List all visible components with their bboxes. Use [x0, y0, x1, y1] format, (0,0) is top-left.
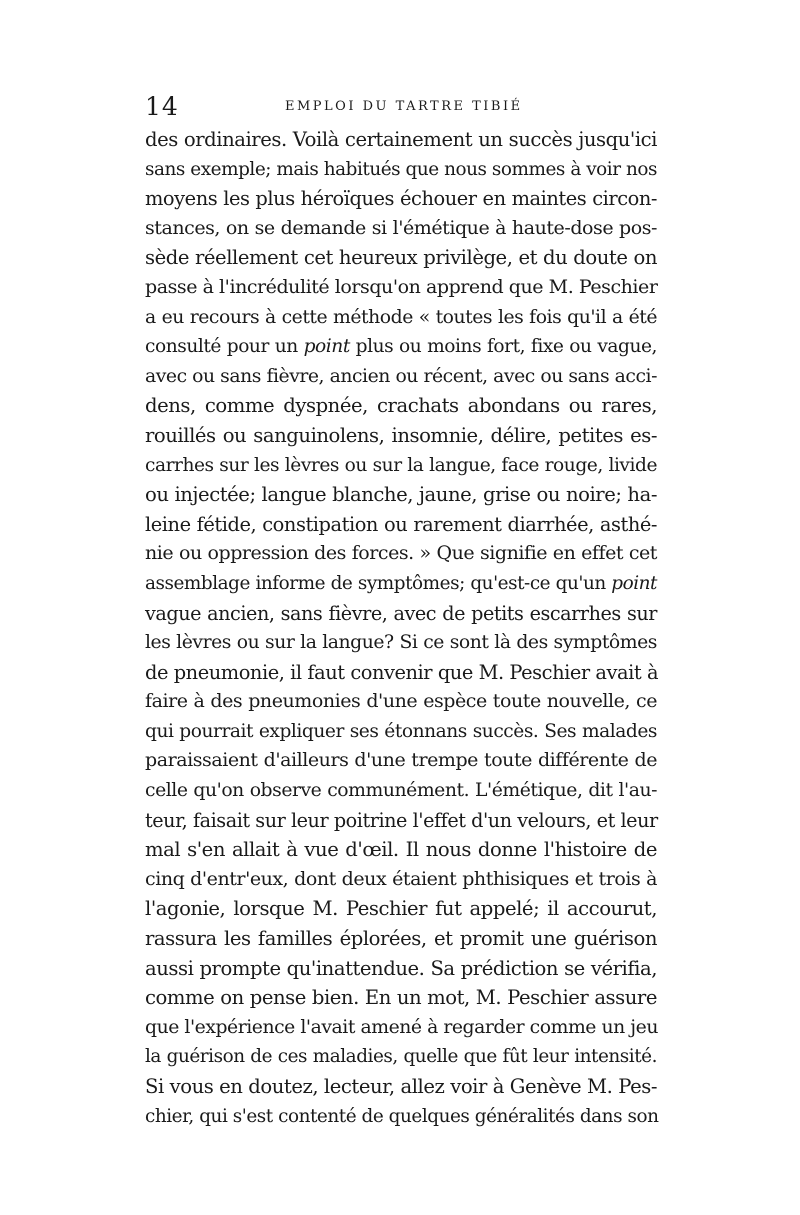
- text-run: dens, comme dyspnée, crachats abondans ou rares,: [145, 394, 657, 418]
- text-run: comme on pense bien. En un mot, M. Peschier assure: [145, 986, 657, 1010]
- text-run: avec ou sans fièvre, ancien ou récent, avec ou sans acci-: [145, 365, 657, 387]
- text-line: [145, 451, 657, 481]
- text-run: qui pourrait expliquer ses étonnans succès. Ses malades: [145, 720, 657, 742]
- text-line: [145, 214, 657, 244]
- text-line: [145, 332, 657, 362]
- text-run: vague ancien, sans fièvre, avec de petits escarrhes sur: [145, 601, 657, 625]
- text-run: de pneumonie, il faut convenir que M. Peschier avait à: [145, 660, 659, 684]
- text-line: [145, 391, 657, 421]
- text-run: consulté pour un: [145, 336, 304, 358]
- text-run: nie ou oppression des forces. » Que signifie en effet cet: [145, 542, 657, 565]
- text-run: leine fétide, constipation ou rarement diarrhée, asthé-: [145, 512, 657, 536]
- text-line: [145, 480, 657, 510]
- text-line: [145, 687, 657, 717]
- text-run: teur, faisait sur leur poitrine l'effet d'un velours, et leur: [145, 808, 658, 832]
- text-line: [145, 1102, 657, 1132]
- text-line: [145, 658, 657, 688]
- text-run: passe à l'incrédulité lorsqu'on apprend que M. Peschier: [145, 275, 658, 298]
- text-line: [145, 628, 657, 658]
- text-line: [145, 865, 657, 895]
- text-line: [145, 421, 657, 451]
- text-line: [145, 894, 657, 924]
- page-header: [145, 92, 657, 122]
- text-line: [145, 510, 657, 540]
- text-run: carrhes sur les lèvres ou sur la langue, face rouge, livide: [145, 454, 657, 476]
- text-line: [145, 184, 657, 214]
- text-line: [145, 1013, 657, 1043]
- text-line: [145, 539, 657, 569]
- text-line: [145, 155, 657, 185]
- text-line: [145, 1042, 657, 1072]
- running-head: EMPLOI DU TARTRE TIBIÉ: [285, 99, 523, 114]
- text-run: Si vous en doutez, lecteur, allez voir à Genève M. Pes-: [145, 1075, 657, 1098]
- text-run: cinq d'entr'eux, dont deux étaient phthisiques et trois à: [145, 867, 657, 890]
- text-line: [145, 983, 657, 1013]
- text-run: rouillés ou sanguinolens, insomnie, délire, petites es-: [145, 423, 657, 447]
- text-line: [145, 273, 657, 303]
- text-line: [145, 924, 657, 954]
- body-text: [145, 125, 657, 1131]
- text-run: plus ou moins fort, fixe ou vague,: [349, 336, 658, 358]
- text-run: celle qu'on observe communément. L'émétique, dit l'au-: [145, 780, 657, 802]
- text-run: stances, on se demande si l'émétique à haute-dose pos-: [145, 216, 657, 239]
- text-run: ou injectée; langue blanche, jaune, grise ou noire; ha-: [145, 483, 657, 507]
- text-line: [145, 1072, 657, 1102]
- italic-word: point: [303, 336, 350, 358]
- text-line: [145, 806, 657, 836]
- text-run: moyens les plus héroïques échouer en maintes circon-: [145, 187, 657, 211]
- text-run: aussi prompte qu'inattendue. Sa prédiction se vérifia,: [145, 956, 657, 980]
- text-run: faire à des pneumonies d'une espèce toute nouvelle, ce: [145, 690, 657, 713]
- text-run: paraissaient d'ailleurs d'une trempe toute différente de: [145, 749, 657, 772]
- text-line: [145, 243, 657, 273]
- text-run: des ordinaires. Voilà certainement un succès jusqu'ici: [145, 128, 657, 151]
- text-line: [145, 835, 657, 865]
- text-run: a eu recours à cette méthode « toutes les fois qu'il a été: [145, 306, 657, 328]
- text-line: [145, 746, 657, 776]
- text-line: [145, 599, 657, 629]
- text-run: les lèvres ou sur la langue? Si ce sont là des symptômes: [145, 632, 657, 654]
- text-line: [145, 303, 657, 333]
- italic-word: point: [611, 572, 657, 594]
- text-run: assemblage informe de symptômes; qu'est-ce qu'un: [145, 572, 612, 594]
- text-run: que l'expérience l'avait amené à regarder comme un jeu: [145, 1016, 658, 1038]
- page-number: 14: [145, 92, 179, 121]
- text-run: l'agonie, lorsque M. Peschier fut appelé; il accourut,: [145, 897, 657, 921]
- text-run: mal s'en allait à vue d'œil. Il nous donne l'histoire de: [145, 838, 657, 862]
- text-line: [145, 954, 657, 984]
- text-run: la guérison de ces maladies, quelle que fût leur intensité.: [145, 1046, 657, 1068]
- text-line: [145, 362, 657, 392]
- text-run: rassura les familles éplorées, et promit une guérison: [145, 927, 657, 951]
- text-line: [145, 125, 657, 155]
- text-line: [145, 776, 657, 806]
- text-run: sède réellement cet heureux privilège, et du doute on: [145, 246, 657, 270]
- text-line: [145, 717, 657, 747]
- text-line: [145, 569, 657, 599]
- text-run: sans exemple; mais habitués que nous sommes à voir nos: [145, 158, 657, 180]
- text-run: chier, qui s'est contenté de quelques généralités dans son: [145, 1105, 659, 1127]
